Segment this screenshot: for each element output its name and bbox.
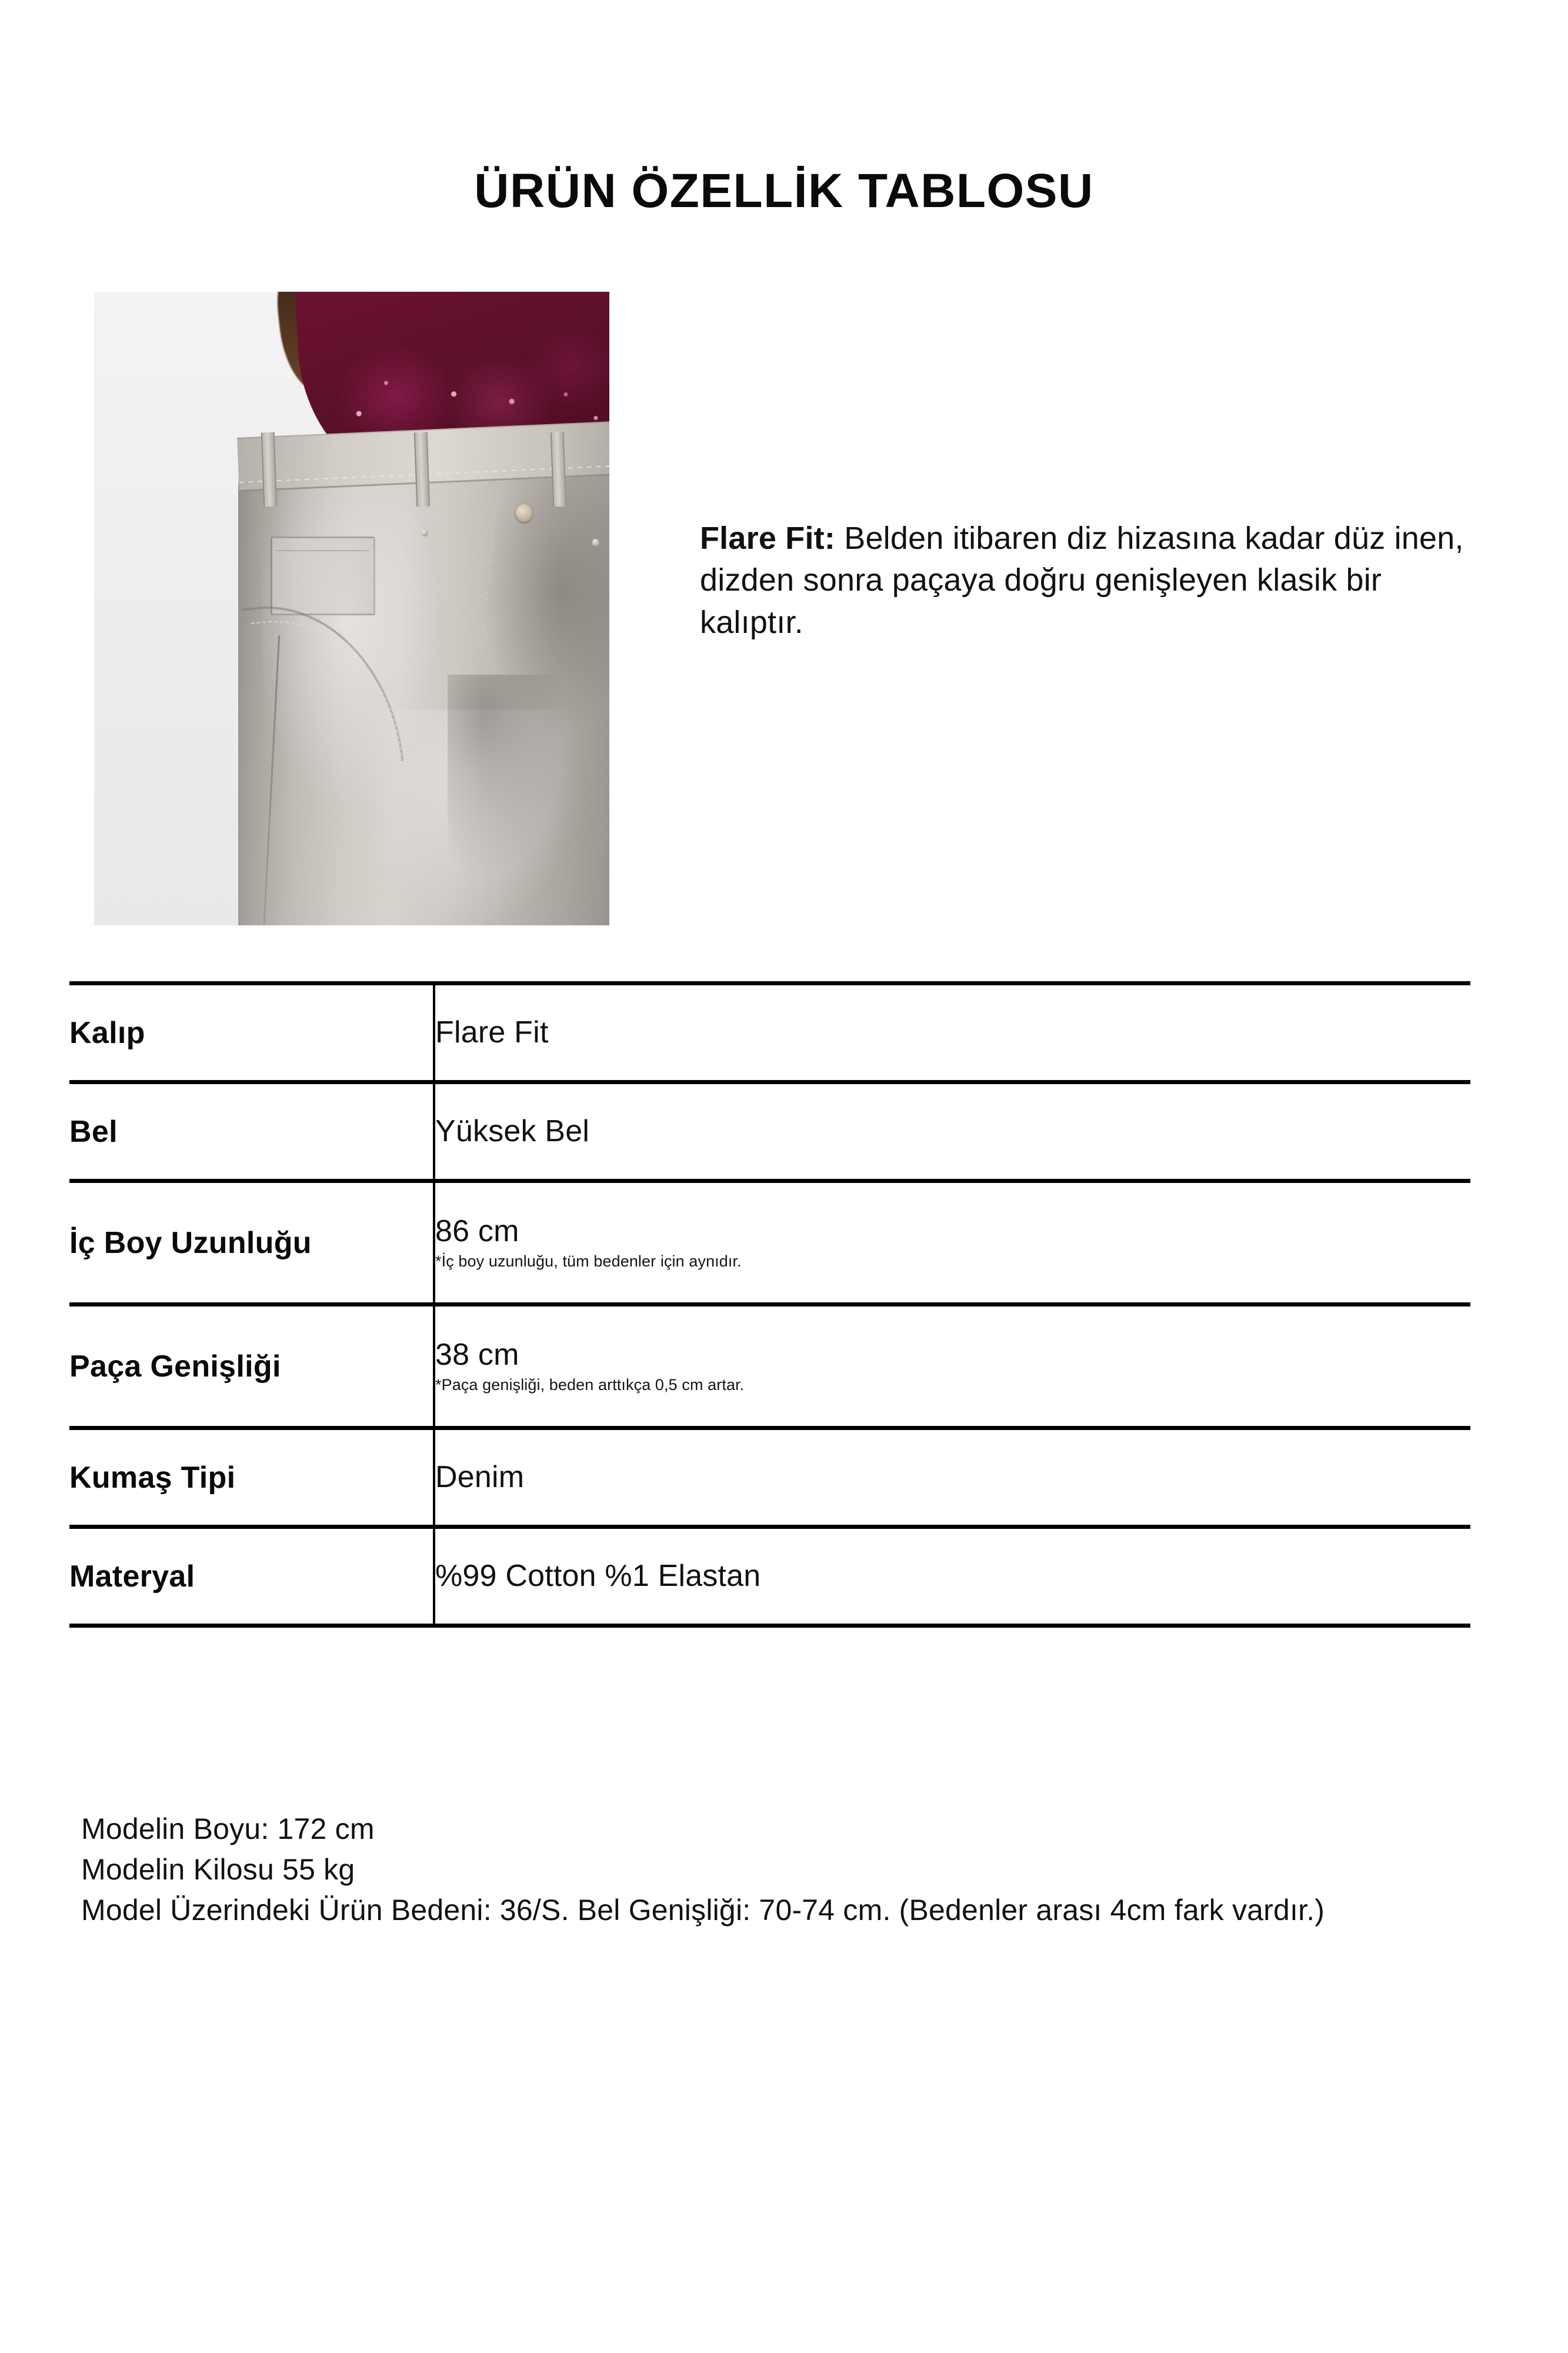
spec-value-main: %99 Cotton %1 Elastan: [435, 1558, 761, 1593]
spec-value: [434, 1428, 1470, 1527]
spec-label: Kumaş Tipi: [69, 1428, 434, 1527]
spec-value: [434, 984, 1470, 1082]
spec-value: [434, 1305, 1470, 1428]
denim-jeans: [238, 438, 609, 925]
table-row: [69, 1527, 1470, 1626]
table-row: [69, 984, 1470, 1082]
spec-label: Bel: [69, 1082, 434, 1181]
spec-value: [434, 1527, 1470, 1626]
fit-description: [700, 518, 1476, 644]
spec-value-note: *Paça genişliği, beden arttıkça 0,5 cm artar.: [435, 1375, 745, 1394]
denim-rivet: [592, 539, 599, 546]
spec-value-main: Yüksek Bel: [435, 1114, 590, 1148]
spec-value-main: Flare Fit: [435, 1015, 549, 1049]
coin-pocket: [271, 536, 375, 615]
spec-value-main: 86 cm: [435, 1214, 519, 1248]
belt-loop: [261, 432, 278, 507]
spec-label: Materyal: [69, 1527, 434, 1626]
fit-description-term: Flare Fit:: [700, 521, 836, 556]
spec-value-main: 38 cm: [435, 1337, 519, 1372]
belt-loop: [551, 432, 567, 507]
spec-label: İç Boy Uzunluğu: [69, 1181, 434, 1305]
table-row: [69, 1082, 1470, 1181]
model-weight: Modelin Kilosu 55 kg: [81, 1853, 355, 1886]
model-height: Modelin Boyu: 172 cm: [81, 1812, 375, 1845]
spec-value-note: *İç boy uzunluğu, tüm bedenler için aynıdır.: [435, 1252, 742, 1270]
belt-loop: [414, 432, 431, 507]
table-row: [69, 1305, 1470, 1428]
spec-label: Paça Genişliği: [69, 1305, 434, 1428]
spec-value: [434, 1181, 1470, 1305]
specification-table: [69, 981, 1470, 1628]
denim-rivet: [421, 529, 428, 536]
spec-value-main: Denim: [435, 1459, 525, 1494]
fit-description-text: Belden itibaren diz hizasına kadar düz inen, dizden sonra paçaya doğru genişleyen klasik bir kalıptır.: [700, 521, 1464, 640]
product-photo: [94, 292, 609, 925]
table-row: [69, 1428, 1470, 1527]
table-row: [69, 1181, 1470, 1305]
denim-fold-shadow: [448, 675, 568, 882]
page-title: ÜRÜN ÖZELLİK TABLOSU: [474, 164, 1094, 218]
spec-label: Kalıp: [69, 984, 434, 1082]
model-info: [81, 1809, 1434, 1931]
model-size: Model Üzerindeki Ürün Bedeni: 36/S. Bel Genişliği: 70-74 cm. (Bedenler arası 4cm fark vardır.): [81, 1894, 1325, 1927]
spec-value: [434, 1082, 1470, 1181]
photo-scene: [94, 292, 609, 925]
